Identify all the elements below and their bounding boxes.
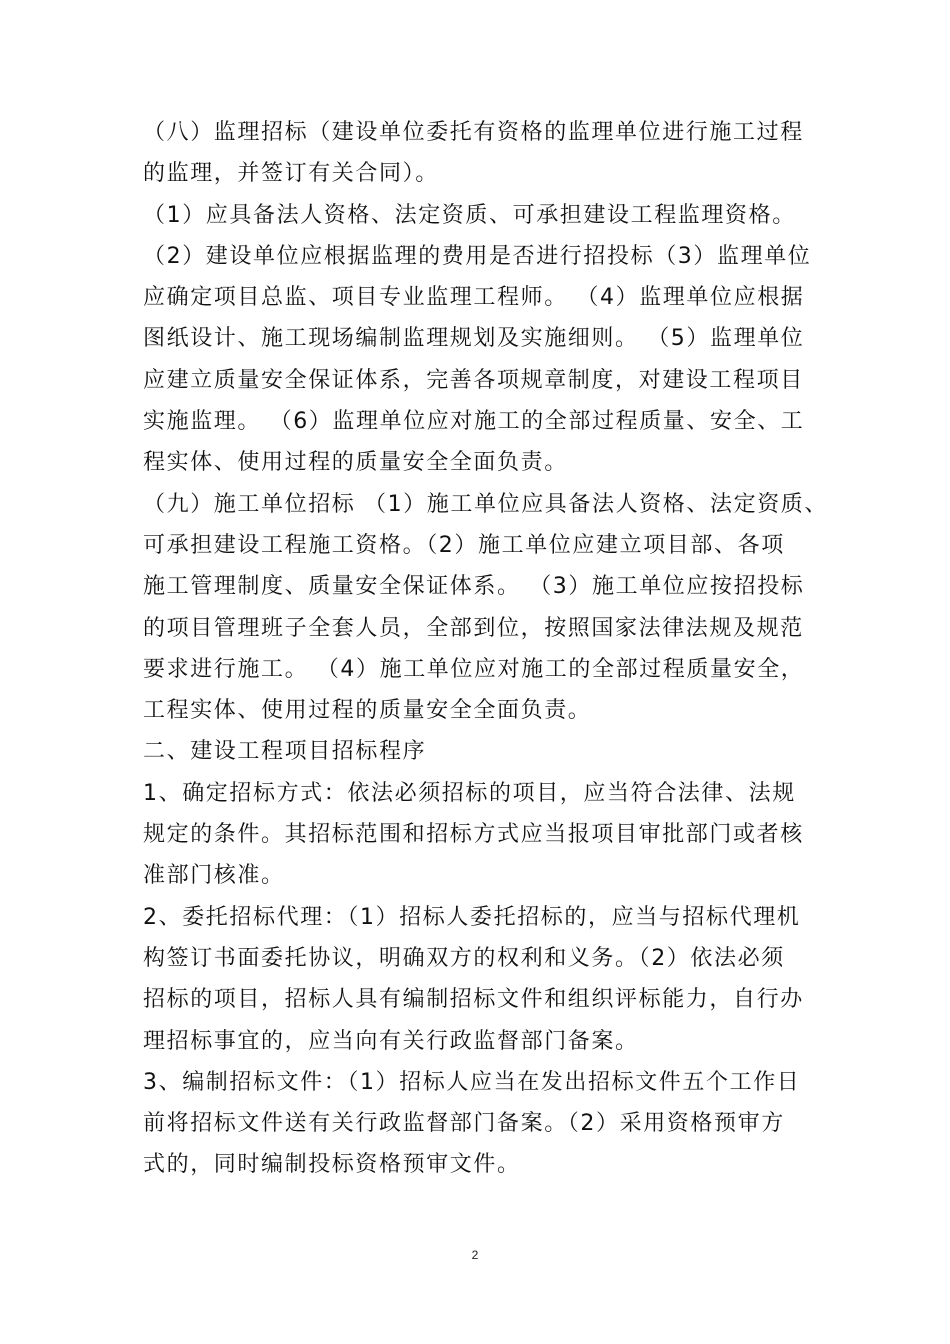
section-heading: 二、建设工程项目招标程序 (143, 739, 427, 765)
text-line: 图纸设计、施工现场编制监理规划及实施细则。 （5）监理单位 (143, 326, 805, 352)
text-line: 工程实体、使用过程的质量安全全面负责。 (143, 698, 592, 724)
text-line: 程实体、使用过程的质量安全全面负责。 (143, 450, 568, 476)
text-line: 应确定项目总监、项目专业监理工程师。 （4）监理单位应根据 (143, 285, 805, 311)
text-line: 应建立质量安全保证体系，完善各项规章制度，对建设工程项目 (143, 367, 804, 393)
text-line: 前将招标文件送有关行政监督部门备案。（2）采用资格预审方 (143, 1111, 785, 1137)
text-line: 施工管理制度、质量安全保证体系。 （3）施工单位应按招投标 (143, 574, 805, 600)
text-line: 理招标事宜的，应当向有关行政监督部门备案。 (143, 1028, 639, 1054)
text-line: 的监理，并签订有关合同）。 (143, 161, 439, 187)
text-line: 招标的项目，招标人具有编制招标文件和组织评标能力，自行办 (143, 987, 804, 1013)
text-line: 要求进行施工。 （4）施工单位应对施工的全部过程质量安全， (143, 656, 805, 682)
text-line: 规定的条件。其招标范围和招标方式应当报项目审批部门或者核 (143, 822, 804, 848)
text-line: 3、编制招标文件：（1）招标人应当在发出招标文件五个工作日 (143, 1069, 801, 1095)
text-line: 1、确定招标方式：依法必须招标的项目，应当符合法律、法规 (143, 780, 796, 806)
page-number: 2 (471, 1248, 479, 1262)
text-line: 式的，同时编制投标资格预审文件。 (143, 1152, 521, 1178)
text-line: （2）建设单位应根据监理的费用是否进行招投标（3）监理单位 (143, 243, 812, 269)
text-line: （九）施工单位招标 （1）施工单位应具备法人资格、法定资质、 (143, 491, 828, 517)
text-line: （1）应具备法人资格、法定资质、可承担建设工程监理资格。 (143, 202, 796, 228)
text-line: 实施监理。 （6）监理单位应对施工的全部过程质量、安全、工 (143, 409, 805, 435)
text-line: 2、委托招标代理：（1）招标人委托招标的，应当与招标代理机 (143, 904, 801, 930)
text-line: 可承担建设工程施工资格。（2）施工单位应建立项目部、各项 (143, 532, 785, 558)
text-line: 的项目管理班子全套人员，全部到位，按照国家法律法规及规范 (143, 615, 804, 641)
text-line: 准部门核准。 (143, 863, 285, 889)
document-body (143, 112, 828, 1186)
text-line: 构签订书面委托协议，明确双方的权利和义务。（2）依法必须 (143, 945, 785, 971)
text-line: （八）监理招标（建设单位委托有资格的监理单位进行施工过程 (143, 120, 804, 145)
